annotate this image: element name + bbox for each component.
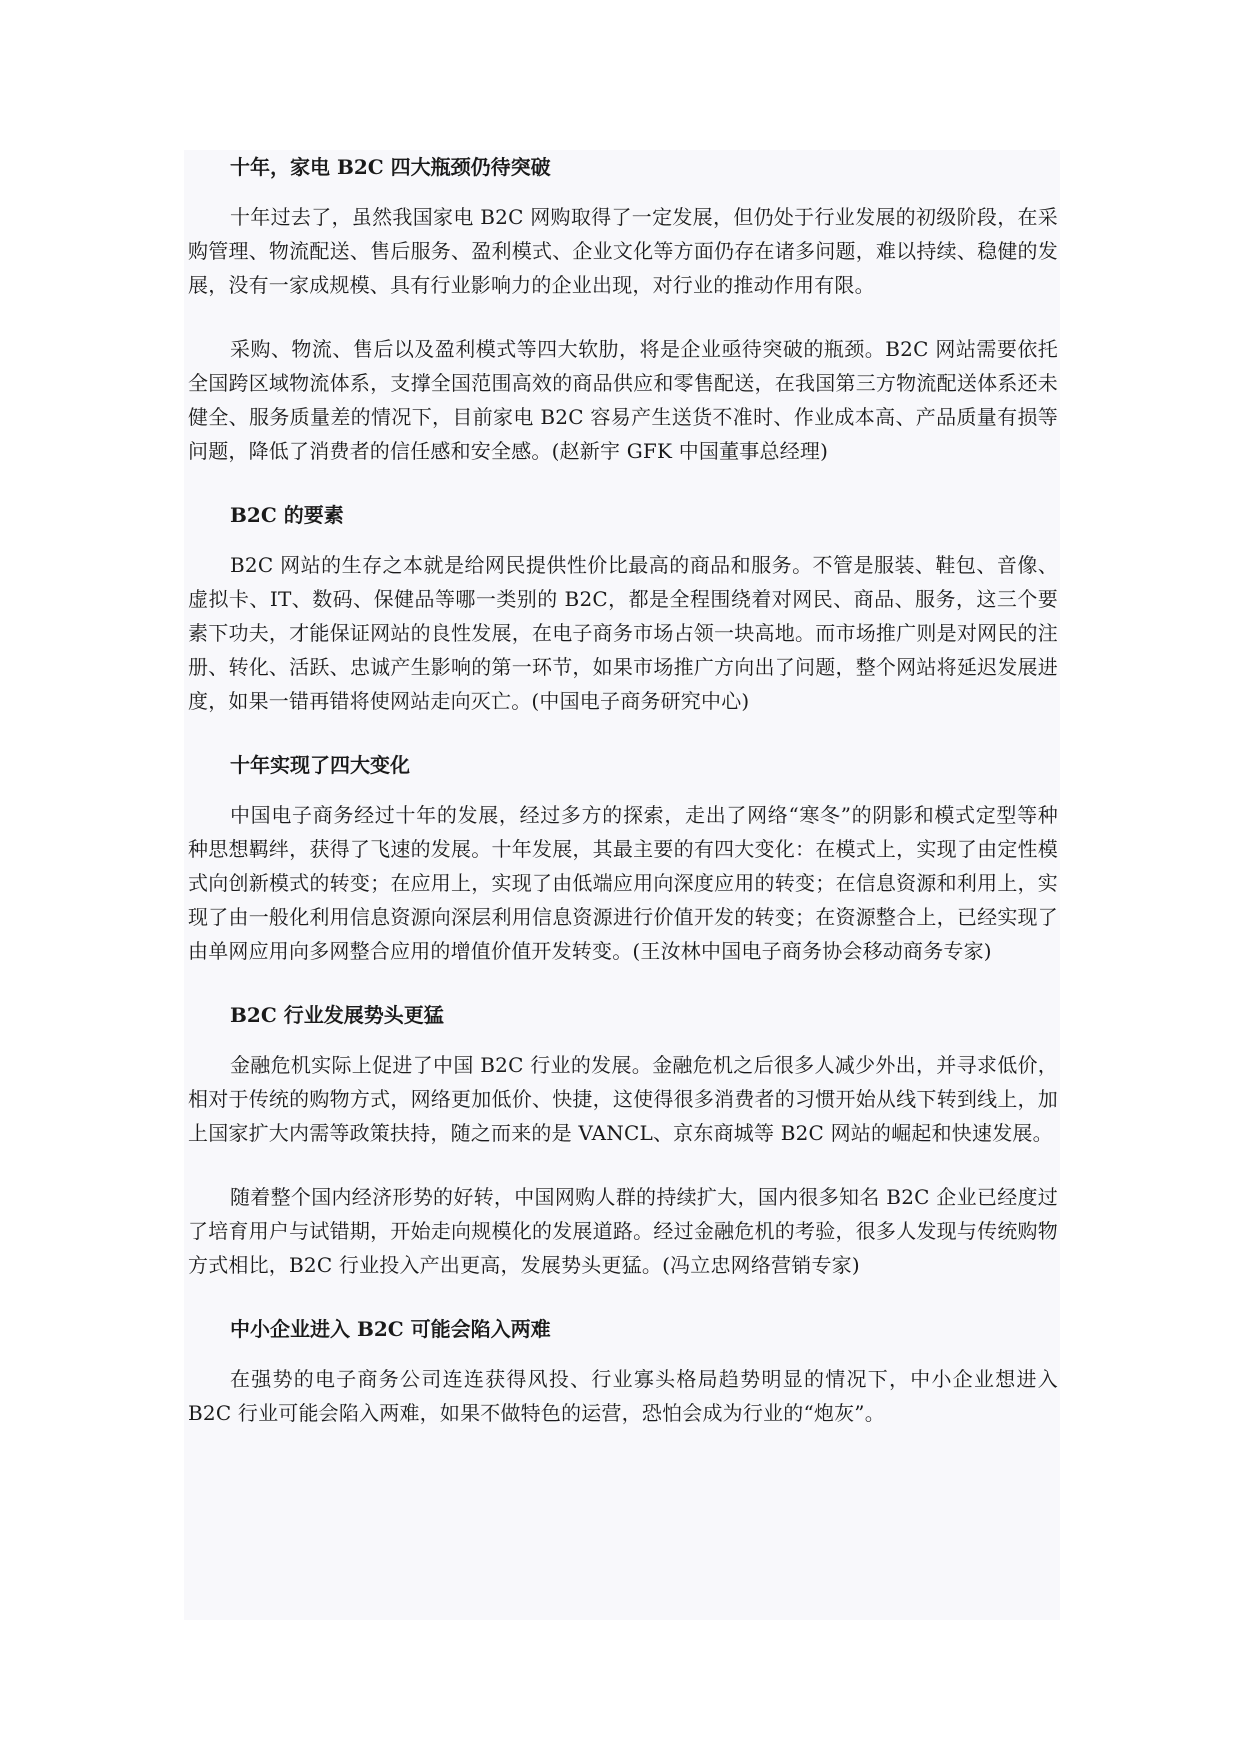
paragraph: 中国电子商务经过十年的发展，经过多方的探索，走出了网络“寒冬”的阴影和模式定型等种种思想羁绊，获得了飞速的发展。十年发展，其最主要的有四大变化：在模式上，实现了由定性模式向创新模式的转变；在应用上，实现了由低端应用向深度应用的转变；在信息资源和利用上，实现了由一般化利用信息资源向深层利用信息资源进行价值开发的转变；在资源整合上，已经实现了由单网应用向多网整合应用的增值价值开发转变。(王汝林中国电子商务协会移动商务专家) (188, 803, 1058, 963)
section-heading: B2C 行业发展势头更猛 (230, 1003, 444, 1027)
section-heading: 中小企业进入 B2C 可能会陷入两难 (230, 1317, 551, 1341)
section-heading: B2C 的要素 (230, 503, 344, 527)
article-section (188, 748, 1058, 998)
article-section (188, 498, 1058, 748)
paragraph: 采购、物流、售后以及盈利模式等四大软肋，将是企业亟待突破的瓶颈。B2C 网站需要依托全国跨区域物流体系，支撑全国范围高效的商品供应和零售配送，在我国第三方物流配送体系还未健全、服务质量差的情况下，目前家电 B2C 容易产生送货不准时、作业成本高、产品质量有损等问题，降低了消费者的信任感和安全感。(赵新宇 GFK 中国董事总经理) (188, 337, 1058, 463)
section-heading: 十年，家电 B2C 四大瓶颈仍待突破 (230, 155, 551, 179)
paragraph: B2C 网站的生存之本就是给网民提供性价比最高的商品和服务。不管是服装、鞋包、音像、虚拟卡、IT、数码、保健品等哪一类别的 B2C，都是全程围绕着对网民、商品、服务，这三个要素下功夫，才能保证网站的良性发展，在电子商务市场占领一块高地。而市场推广则是对网民的注册、转化、活跃、忠诚产生影响的第一环节，如果市场推广方向出了问题，整个网站将延迟发展进度，如果一错再错将使网站走向灭亡。(中国电子商务研究中心) (188, 553, 1058, 713)
article-body (184, 150, 1060, 1620)
paragraph: 在强势的电子商务公司连连获得风投、行业寡头格局趋势明显的情况下，中小企业想进入 B2C 行业可能会陷入两难，如果不做特色的运营，恐怕会成为行业的“炮灰”。 (188, 1367, 1058, 1425)
section-heading: 十年实现了四大变化 (230, 753, 410, 777)
paragraph: 十年过去了，虽然我国家电 B2C 网购取得了一定发展，但仍处于行业发展的初级阶段，在采购管理、物流配送、售后服务、盈利模式、企业文化等方面仍存在诸多问题，难以持续、稳健的发展，没有一家成规模、具有行业影响力的企业出现，对行业的推动作用有限。 (188, 205, 1058, 297)
article-section (188, 150, 1058, 498)
article-section (188, 1312, 1058, 1430)
article-section (188, 998, 1058, 1312)
paragraph: 随着整个国内经济形势的好转，中国网购人群的持续扩大，国内很多知名 B2C 企业已经度过了培育用户与试错期，开始走向规模化的发展道路。经过金融危机的考验，很多人发现与传统购物方式相比，B2C 行业投入产出更高，发展势头更猛。(冯立忠网络营销专家) (188, 1185, 1058, 1277)
paragraph: 金融危机实际上促进了中国 B2C 行业的发展。金融危机之后很多人减少外出，并寻求低价，相对于传统的购物方式，网络更加低价、快捷，这使得很多消费者的习惯开始从线下转到线上，加上国家扩大内需等政策扶持，随之而来的是 VANCL、京东商城等 B2C 网站的崛起和快速发展。 (188, 1053, 1058, 1145)
